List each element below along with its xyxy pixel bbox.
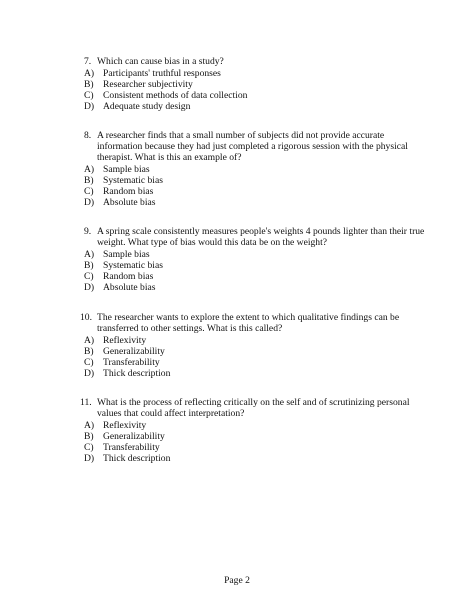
option-letter: B): [84, 175, 94, 186]
option-letter: D): [84, 453, 95, 464]
option-letter: D): [84, 101, 95, 112]
option-text: Systematic bias: [103, 175, 163, 186]
option-text: Adequate study design: [103, 101, 191, 112]
question-text: A researcher finds that a small number of subjects did not provide accurate information because they had just completed a rigorous session with the physical therapist. What is this an example of?: [97, 130, 408, 163]
question-text: A spring scale consistently measures people's weights 4 pounds lighter than their true weight. What type of bias would this data be on the weight?: [97, 226, 425, 248]
option-letter: A): [84, 420, 95, 431]
answer-options: [0, 164, 474, 208]
option-letter: C): [84, 442, 94, 453]
option-letter: B): [84, 79, 94, 90]
answer-option-d: [0, 197, 474, 208]
question-7: [0, 56, 474, 112]
option-text: Thick description: [103, 453, 171, 464]
option-text: Systematic bias: [103, 260, 163, 271]
answer-option-b: [0, 175, 474, 186]
question-number: 11.: [80, 397, 92, 408]
answer-option-b: [0, 431, 474, 442]
option-letter: D): [84, 368, 95, 379]
page-number: Page 2: [224, 575, 250, 586]
answer-option-a: [0, 335, 474, 346]
option-letter: C): [84, 357, 94, 368]
option-letter: A): [84, 164, 95, 175]
question-stem: [84, 56, 427, 67]
answer-option-a: [0, 164, 474, 175]
option-text: Absolute bias: [103, 197, 156, 208]
option-text: Reflexivity: [103, 420, 147, 431]
option-text: Consistent methods of data collection: [103, 90, 248, 101]
option-letter: D): [84, 197, 95, 208]
answer-option-c: [0, 271, 474, 282]
question-stem: [84, 130, 427, 163]
option-text: Random bias: [103, 186, 154, 197]
option-text: Transferability: [103, 357, 160, 368]
question-text: Which can cause bias in a study?: [97, 56, 224, 67]
option-letter: B): [84, 346, 94, 357]
question-number: 7.: [84, 56, 92, 67]
question-number: 10.: [80, 312, 92, 323]
question-stem: [80, 397, 427, 419]
question-8: [0, 130, 474, 208]
question-10: [0, 312, 474, 379]
answer-options: [0, 68, 474, 112]
option-text: Participants' truthful responses: [103, 68, 221, 79]
option-text: Thick description: [103, 368, 171, 379]
answer-option-b: [0, 79, 474, 90]
answer-option-b: [0, 260, 474, 271]
answer-option-a: [0, 420, 474, 431]
answer-option-d: [0, 282, 474, 293]
option-letter: A): [84, 68, 95, 79]
option-text: Random bias: [103, 271, 154, 282]
answer-options: [0, 420, 474, 464]
question-number: 9.: [84, 226, 92, 237]
question-number: 8.: [84, 130, 92, 141]
question-9: [0, 226, 474, 293]
answer-option-a: [0, 249, 474, 260]
option-letter: A): [84, 249, 95, 260]
option-letter: C): [84, 90, 94, 101]
question-11: [0, 397, 474, 464]
option-text: Generalizability: [103, 431, 165, 442]
option-letter: B): [84, 260, 94, 271]
option-letter: D): [84, 282, 95, 293]
answer-option-a: [0, 68, 474, 79]
answer-options: [0, 249, 474, 293]
answer-option-d: [0, 368, 474, 379]
question-stem: [80, 312, 427, 334]
option-letter: C): [84, 271, 94, 282]
question-text: The researcher wants to explore the extent to which qualitative findings can be transferred to other settings. What is this called?: [97, 312, 400, 334]
option-letter: B): [84, 431, 94, 442]
option-letter: A): [84, 335, 95, 346]
option-text: Sample bias: [103, 249, 150, 260]
option-letter: C): [84, 186, 94, 197]
option-text: Researcher subjectivity: [103, 79, 193, 90]
option-text: Sample bias: [103, 164, 150, 175]
option-text: Transferability: [103, 442, 160, 453]
option-text: Absolute bias: [103, 282, 156, 293]
answer-options: [0, 335, 474, 379]
option-text: Reflexivity: [103, 335, 147, 346]
answer-option-c: [0, 442, 474, 453]
answer-option-c: [0, 186, 474, 197]
question-text: What is the process of reflecting critically on the self and of scrutinizing personal values that could affect interpretation?: [97, 397, 410, 419]
answer-option-d: [0, 101, 474, 112]
answer-option-c: [0, 90, 474, 101]
answer-option-c: [0, 357, 474, 368]
option-text: Generalizability: [103, 346, 165, 357]
question-stem: [84, 226, 427, 248]
answer-option-d: [0, 453, 474, 464]
answer-option-b: [0, 346, 474, 357]
